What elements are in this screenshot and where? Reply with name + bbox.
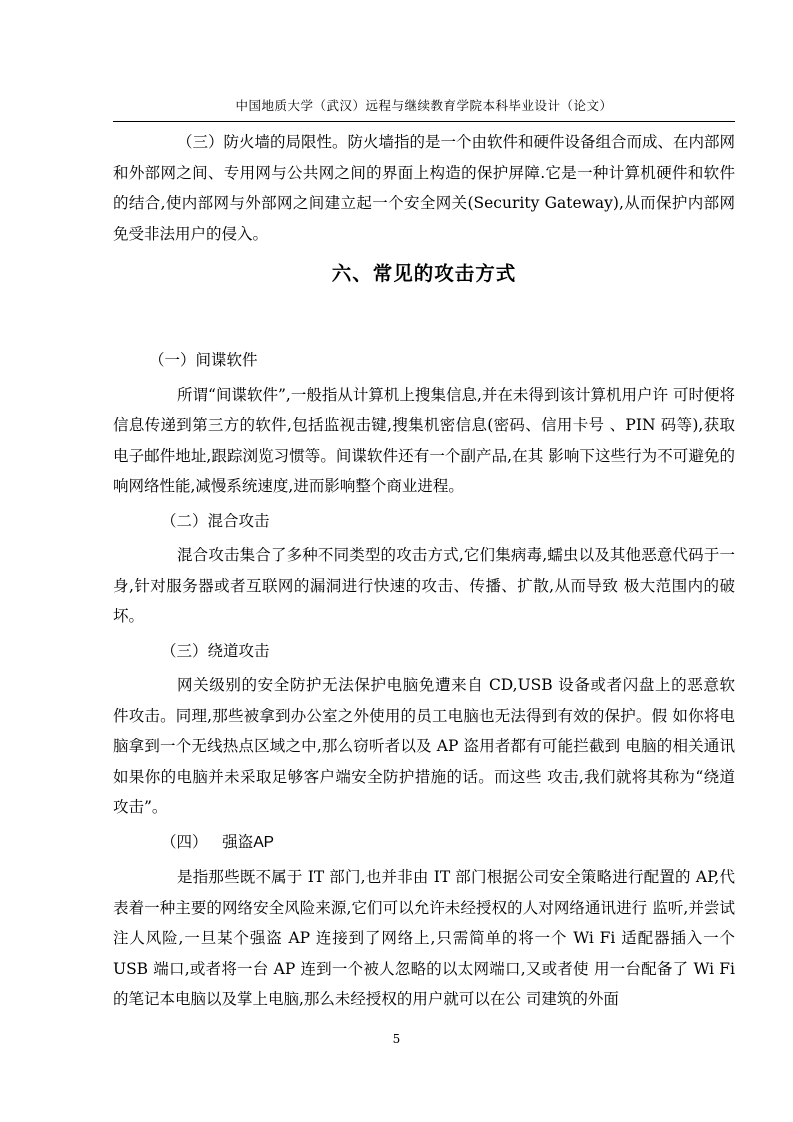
spacer [113, 289, 735, 345]
subsection-body: 所谓“间谍软件”,一般指从计算机上搜集信息,并在未得到该计算机用户许 可时便将信息传递到第三方的软件,包括监视击键,搜集机密信息(密码、信用卡号 、PIN 码等),获取电子邮件地址,跟踪浏览习惯等。间谍软件还有一个副产品,在其 影响下这些行为不可避免的响网络性能,减慢系统速度,进而影响整个商业进程。 [113, 385, 735, 495]
subsection-body: 是指那些既不属于 IT 部门,也并非由 IT 部门根据公司安全策略进行配置的 AP,代表着一种主要的网络安全风险来源,它们可以允许未经授权的人对网络通讯进行 监听,并尝试注人风险,一旦某个强盗 AP 连接到了网络上,只需简单的将一个 Wi Fi 适配器插入一个 USB 端口,或者将一台 AP 连到一个被人忽略的以太网端口,又或者使 用一台配备了 Wi Fi 的笔记本电脑以及掌上电脑,那么未经授权的用户就可以在公 司建筑的外面 [113, 868, 735, 1008]
heading-text: 强盗 [222, 832, 254, 851]
subsection-heading: （一）间谍软件 [149, 351, 258, 369]
subsection-heading: （二）混合攻击 [161, 511, 270, 530]
subsection-body: 混合攻击集合了多种不同类型的攻击方式,它们集病毒,蠕虫以及其他恶意代码于一身,针对服务器或者互联网的漏洞进行快速的攻击、传播、扩散,从而导致 极大范围内的破坏。 [113, 546, 735, 625]
heading-prefix: （四） [161, 832, 208, 851]
page-number: 5 [392, 1032, 401, 1046]
subsection-heading: （三）绕道攻击 [161, 641, 270, 660]
document-body [113, 127, 735, 1015]
heading-suffix: AP [253, 833, 274, 851]
section-title: 六、常见的攻击方式 [331, 262, 517, 285]
intro-paragraph: （三）防火墙的局限性。防火墙指的是一个由软件和硬件设备组合而成、在内部网和外部网之间、专用网与公共网之间的界面上构造的保护屏障.它是一种计算机硬件和软件的结合,使内部网与外部网之间建立起一个安全网关(Security Gateway),从而保护内部网免受非法用户的侵入。 [113, 133, 736, 243]
subsection-body: 网关级别的安全防护无法保护电脑免遭来自 CD,USB 设备或者闪盘上的恶意软 件攻击。同理,那些被拿到办公室之外使用的员工电脑也无法得到有效的保护。假 如你将电脑拿到一个无线热点区域之中,那么窃听者以及 AP 盗用者都有可能拦截到 电脑的相关通讯 如果你的电脑并未采取足够客户端安全防护措施的话。而这些 攻击,我们就将其称为“绕道攻击”。 [113, 676, 735, 816]
subsection-heading [113, 827, 735, 859]
page-header: 中国地质大学（武汉）远程与继续教育学院本科毕业设计（论文） [235, 98, 613, 113]
header-divider [113, 121, 735, 122]
